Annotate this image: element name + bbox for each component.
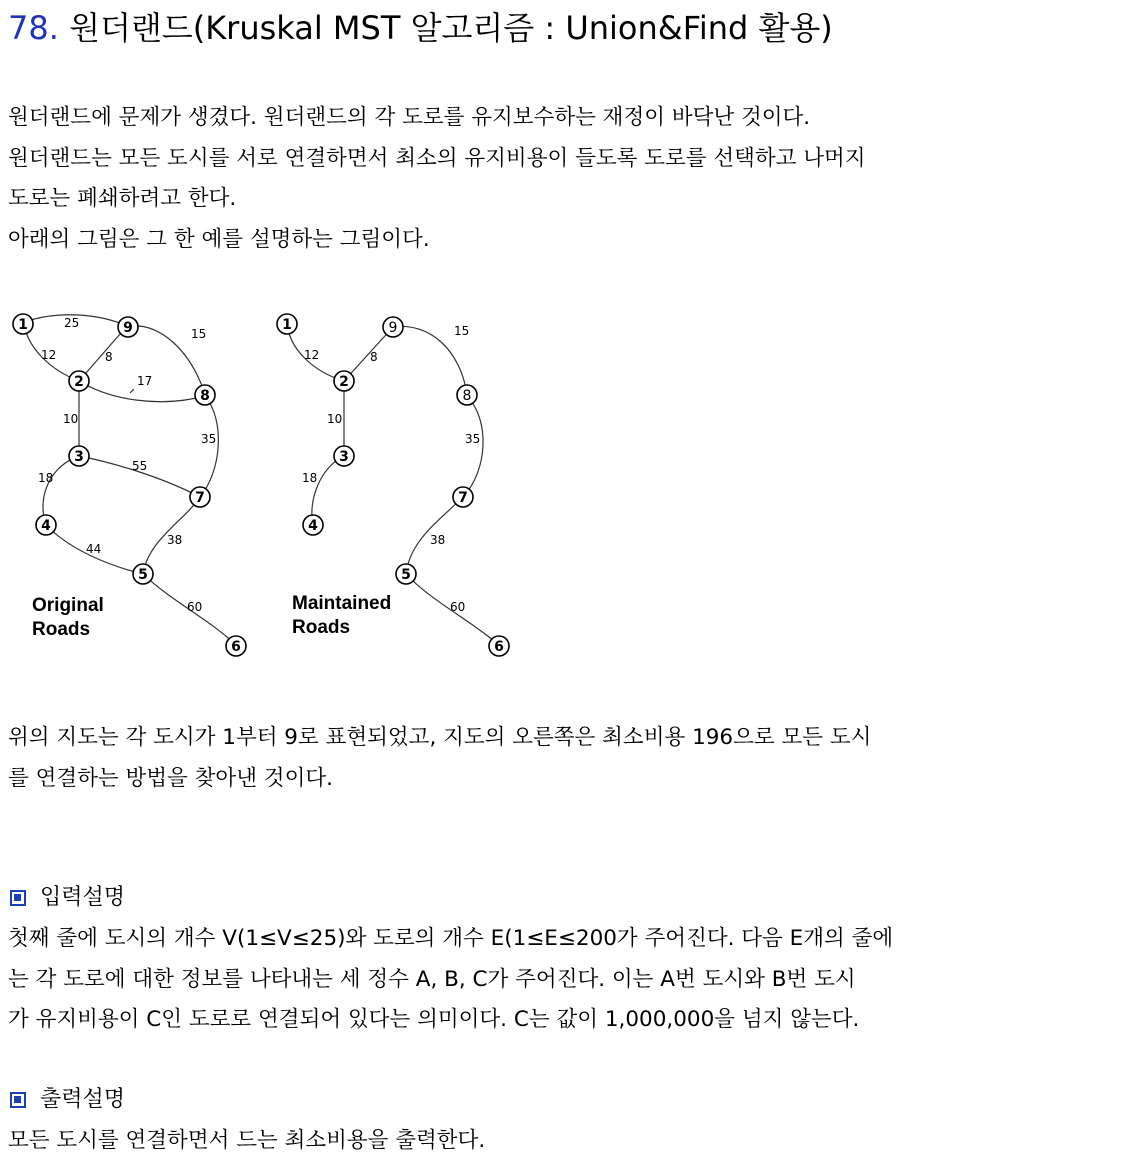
edge-weight-label: 18 (38, 471, 54, 485)
node-label: 6 (231, 639, 241, 655)
edge-weight-label: 35 (465, 432, 481, 446)
node-label: 4 (308, 518, 318, 534)
city-node-7 (453, 487, 473, 507)
city-node-9 (383, 317, 403, 337)
node-label: 6 (494, 639, 504, 655)
edge-weight-label: 60 (187, 600, 203, 614)
edge-3-4 (312, 456, 344, 525)
edge-weight-label: 12 (304, 348, 320, 362)
road-network-figure (0, 300, 540, 675)
output-section-heading (10, 1084, 125, 1116)
node-label: 8 (200, 388, 210, 404)
original-roads-graph (13, 314, 246, 656)
problem-number: 78. (8, 9, 59, 47)
city-node-7 (190, 487, 210, 507)
city-node-3 (334, 446, 354, 466)
explanation-paragraph (8, 718, 871, 799)
city-node-1 (13, 314, 33, 334)
tick-mark (130, 389, 134, 393)
node-label: 2 (339, 374, 349, 390)
problem-title: 원더랜드(Kruskal MST 알고리즘 : Union&Find 활용) (69, 9, 833, 47)
page-title (8, 6, 833, 50)
node-label: 3 (74, 449, 84, 465)
edge-8-7 (463, 396, 483, 497)
road-network-diagram (0, 300, 540, 675)
node-label: 7 (195, 490, 205, 506)
node-label: 5 (138, 567, 148, 583)
input-heading-label: 입력설명 (40, 885, 126, 910)
edge-weight-label: 55 (132, 459, 148, 473)
square-bullet-icon (10, 1092, 26, 1108)
edge-weight-label: 38 (430, 533, 446, 547)
intro-line: 원더랜드는 모든 도시를 서로 연결하면서 최소의 유지비용이 들도록 도로를 선택하고 나머지 (8, 145, 866, 171)
city-node-6 (489, 636, 509, 656)
node-label: 1 (18, 317, 28, 333)
edge-weight-label: 12 (41, 348, 57, 362)
edge-weight-label: 8 (370, 350, 378, 364)
explanation-line: 위의 지도는 각 도시가 1부터 9로 표현되었고, 지도의 오른쪽은 최소비용 196으로 모든 도시 (8, 725, 872, 750)
node-label: 3 (339, 449, 349, 465)
original-roads-caption: Original Roads (32, 595, 104, 640)
input-line: 가 유지비용이 C인 도로로 연결되어 있다는 의미이다. C는 값이 1,000,000을 넘지 않는다. (8, 1007, 860, 1032)
edge-weight-label: 38 (167, 533, 183, 547)
explanation-line: 를 연결하는 방법을 찾아낸 것이다. (8, 765, 333, 791)
city-node-8 (195, 385, 215, 405)
city-node-8 (457, 385, 477, 405)
maintained-roads-graph (277, 314, 509, 656)
city-node-3 (69, 446, 89, 466)
intro-line: 아래의 그림은 그 한 예를 설명하는 그림이다. (8, 226, 430, 252)
edge-weight-label: 60 (450, 600, 466, 614)
node-label: 7 (458, 490, 468, 506)
input-description (8, 919, 893, 1041)
node-label: 4 (41, 518, 51, 534)
input-section-heading (10, 882, 125, 914)
city-node-2 (334, 371, 354, 391)
edge-weight-label: 10 (327, 412, 343, 426)
city-node-5 (133, 564, 153, 584)
node-label: 5 (401, 567, 411, 583)
edge-weight-label: 10 (63, 412, 79, 426)
edge-weight-label: 17 (137, 374, 153, 388)
intro-line: 원더랜드에 문제가 생겼다. 원더랜드의 각 도로를 유지보수하는 재정이 바닥난 것이다. (8, 105, 811, 130)
node-label: 1 (282, 317, 292, 333)
edge-weight-label: 18 (302, 471, 318, 485)
edge-weight-label: 8 (105, 350, 113, 364)
city-node-6 (226, 636, 246, 656)
edge-9-2 (344, 327, 393, 381)
city-node-5 (396, 564, 416, 584)
city-node-9 (118, 317, 138, 337)
output-heading-label: 출력설명 (40, 1087, 126, 1112)
output-line: 모든 도시를 연결하면서 드는 최소비용을 출력한다. (8, 1128, 486, 1153)
intro-paragraph (8, 98, 866, 260)
edge-weight-label: 25 (64, 316, 80, 330)
edge-weight-label: 15 (454, 324, 470, 338)
city-node-2 (69, 371, 89, 391)
input-line: 첫째 줄에 도시의 개수 V(1≤V≤25)와 도로의 개수 E(1≤E≤200가 주어진다. 다음 E개의 줄에 (8, 926, 894, 951)
output-description (8, 1121, 485, 1162)
edge-8-7 (200, 396, 218, 497)
node-label: 2 (74, 374, 84, 390)
edge-weight-label: 44 (86, 542, 102, 556)
input-line: 는 각 도로에 대한 정보를 나타내는 세 정수 A, B, C가 주어진다. 이는 A번 도시와 B번 도시 (8, 966, 856, 992)
maintained-roads-caption: Maintained Roads (292, 593, 392, 638)
node-label: 8 (462, 388, 472, 404)
node-label: 9 (123, 320, 133, 336)
city-node-1 (277, 314, 297, 334)
intro-line: 도로는 폐쇄하려고 한다. (8, 186, 237, 211)
city-node-4 (36, 515, 56, 535)
square-bullet-icon (10, 890, 26, 906)
edge-9-2 (79, 326, 127, 381)
edge-weight-label: 35 (201, 432, 217, 446)
city-node-4 (303, 515, 323, 535)
node-label: 9 (388, 320, 398, 336)
edge-weight-label: 15 (191, 327, 207, 341)
